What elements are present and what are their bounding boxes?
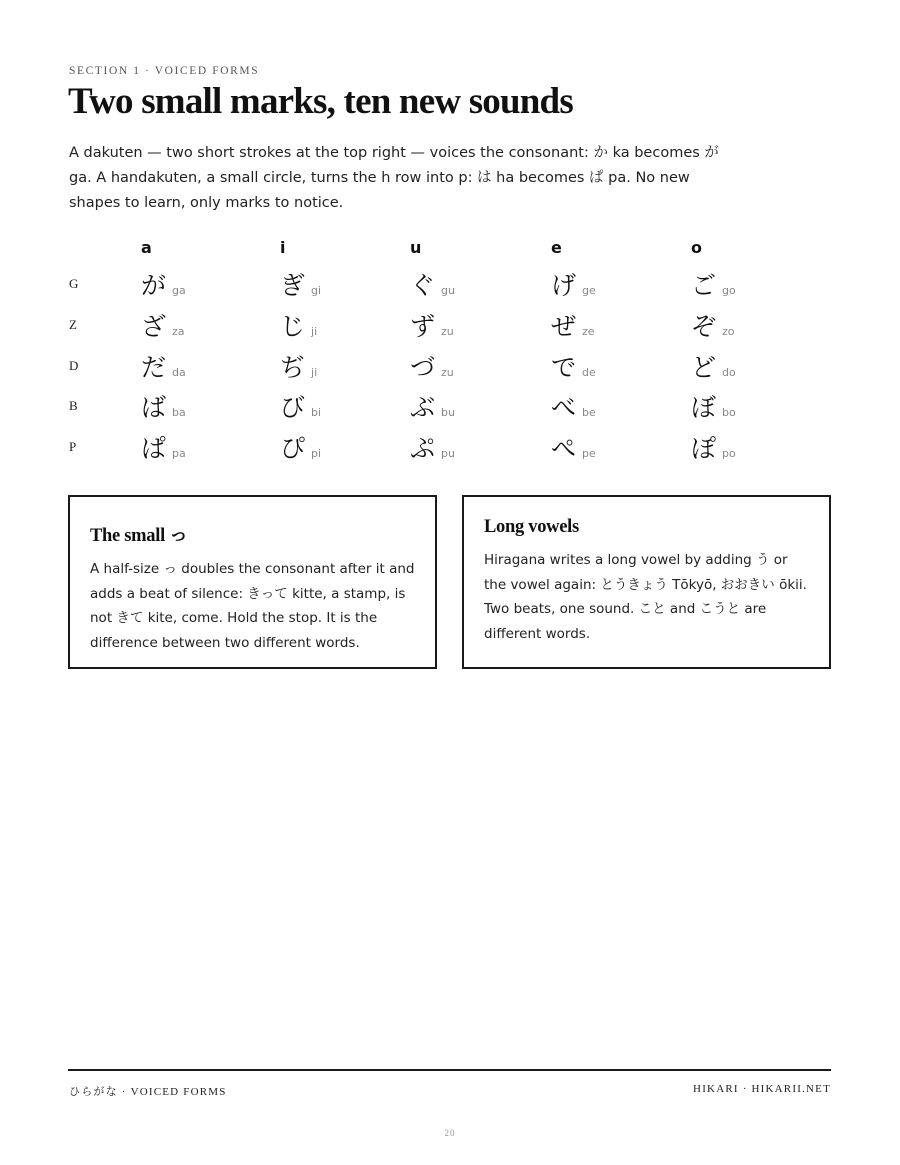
romaji: gu [441,284,455,297]
vowel-header-i: i [280,238,286,257]
row-label-p: P [69,439,77,454]
kana-cell-ba [141,388,186,424]
kana-cell-ga [141,266,186,302]
kana-char: ぢ [280,353,306,382]
small-tsu-box [68,495,437,669]
kana-cell-bi [280,388,321,424]
long-vowels-box [462,495,831,669]
voiced-kana-table [69,238,829,468]
kana-cell-zu [410,307,454,343]
kana-char: ぜ [551,312,577,341]
row-label-z: Z [69,317,77,332]
intro-paragraph: A dakuten — two short strokes at the top right — voices the consonant: か ka becomes が ga. A handakuten, a small circle, turns the h row into p: は ha becomes ぱ pa. No new shapes to learn, only marks to notice. [69,145,719,211]
romaji: po [722,447,736,460]
romaji: da [172,366,186,379]
kana-cell-zo [691,307,735,343]
kana-char: ぎ [280,271,306,300]
romaji: ji [311,325,318,338]
kana-cell-gi [280,266,321,302]
kana-char: び [280,393,306,422]
kana-cell-ji [280,307,317,343]
romaji: ge [582,284,596,297]
kana-cell-za [141,307,185,343]
row-label-g: G [69,276,79,291]
kana-cell-da [141,348,186,384]
row-label-b: B [69,398,78,413]
kana-char: げ [551,271,577,300]
kana-cell-pu [410,429,455,465]
romaji: bu [441,406,455,419]
kana-char: ぐ [410,271,436,300]
kana-char: ぽ [691,434,717,463]
kana-char: ぼ [691,393,717,422]
romaji: zu [441,366,454,379]
kana-char: ぱ [141,434,167,463]
kana-char: ず [410,312,436,341]
vowel-header-u: u [410,238,422,257]
kana-char: じ [280,312,306,341]
romaji: zo [722,325,735,338]
row-label-d: D [69,358,79,373]
kana-char: づ [410,353,436,382]
kana-char: ぴ [280,434,306,463]
small-tsu-title: The small っ [90,526,188,546]
kana-char: ぞ [691,312,717,341]
small-tsu-body: A half-size っ doubles the consonant after it and adds a beat of silence: きって kitte, a stamp, is not きて kite, come. Hold the stop. It is the difference between two different words. [90,561,415,651]
kana-char: ご [691,271,717,300]
kana-cell-dzu [410,348,454,384]
section-kicker: SECTION 1 · VOICED FORMS [69,65,260,77]
romaji: bo [722,406,736,419]
romaji: ze [582,325,595,338]
romaji: za [172,325,185,338]
romaji: ga [172,284,186,297]
kana-cell-be [551,388,596,424]
kana-char: べ [551,393,577,422]
kana-char: で [551,353,577,382]
kana-cell-po [691,429,736,465]
kana-char: ば [141,393,167,422]
kana-cell-ze [551,307,595,343]
vowel-header-o: o [691,238,702,257]
kana-cell-ge [551,266,596,302]
kana-cell-pe [551,429,596,465]
kana-char: が [141,271,167,300]
kana-cell-bu [410,388,455,424]
kana-cell-gu [410,266,455,302]
romaji: pe [582,447,596,460]
vowel-header-a: a [141,238,152,257]
romaji: ji [311,366,318,379]
kana-cell-pi [280,429,321,465]
kana-char: ぷ [410,434,436,463]
footer-rule [68,1069,831,1071]
kana-char: ぺ [551,434,577,463]
kana-cell-do [691,348,736,384]
footer-section-label: ひらがな · VOICED FORMS [69,1086,227,1098]
romaji: de [582,366,596,379]
vowel-header-e: e [551,238,562,257]
romaji: ba [172,406,186,419]
page-number: 20 [444,1128,456,1138]
page-title: Two small marks, ten new sounds [68,81,573,122]
footer-site-label: HIKARI · HIKARII.NET [693,1083,831,1095]
romaji: pa [172,447,186,460]
kana-char: ざ [141,312,167,341]
kana-cell-dji [280,348,317,384]
kana-cell-bo [691,388,736,424]
long-vowels-title: Long vowels [484,517,579,537]
long-vowels-body: Hiragana writes a long vowel by adding う or the vowel again: とうきょう Tōkyō, おおきい ōkii. Two beats, one sound. こと and こうと are different words. [484,552,807,642]
kana-char: だ [141,353,167,382]
kana-cell-pa [141,429,186,465]
romaji: go [722,284,736,297]
romaji: do [722,366,736,379]
romaji: pu [441,447,455,460]
romaji: be [582,406,596,419]
romaji: pi [311,447,322,460]
kana-char: ぶ [410,393,436,422]
kana-char: ど [691,353,717,382]
romaji: bi [311,406,322,419]
romaji: gi [311,284,322,297]
kana-cell-go [691,266,736,302]
kana-cell-de [551,348,596,384]
romaji: zu [441,325,454,338]
